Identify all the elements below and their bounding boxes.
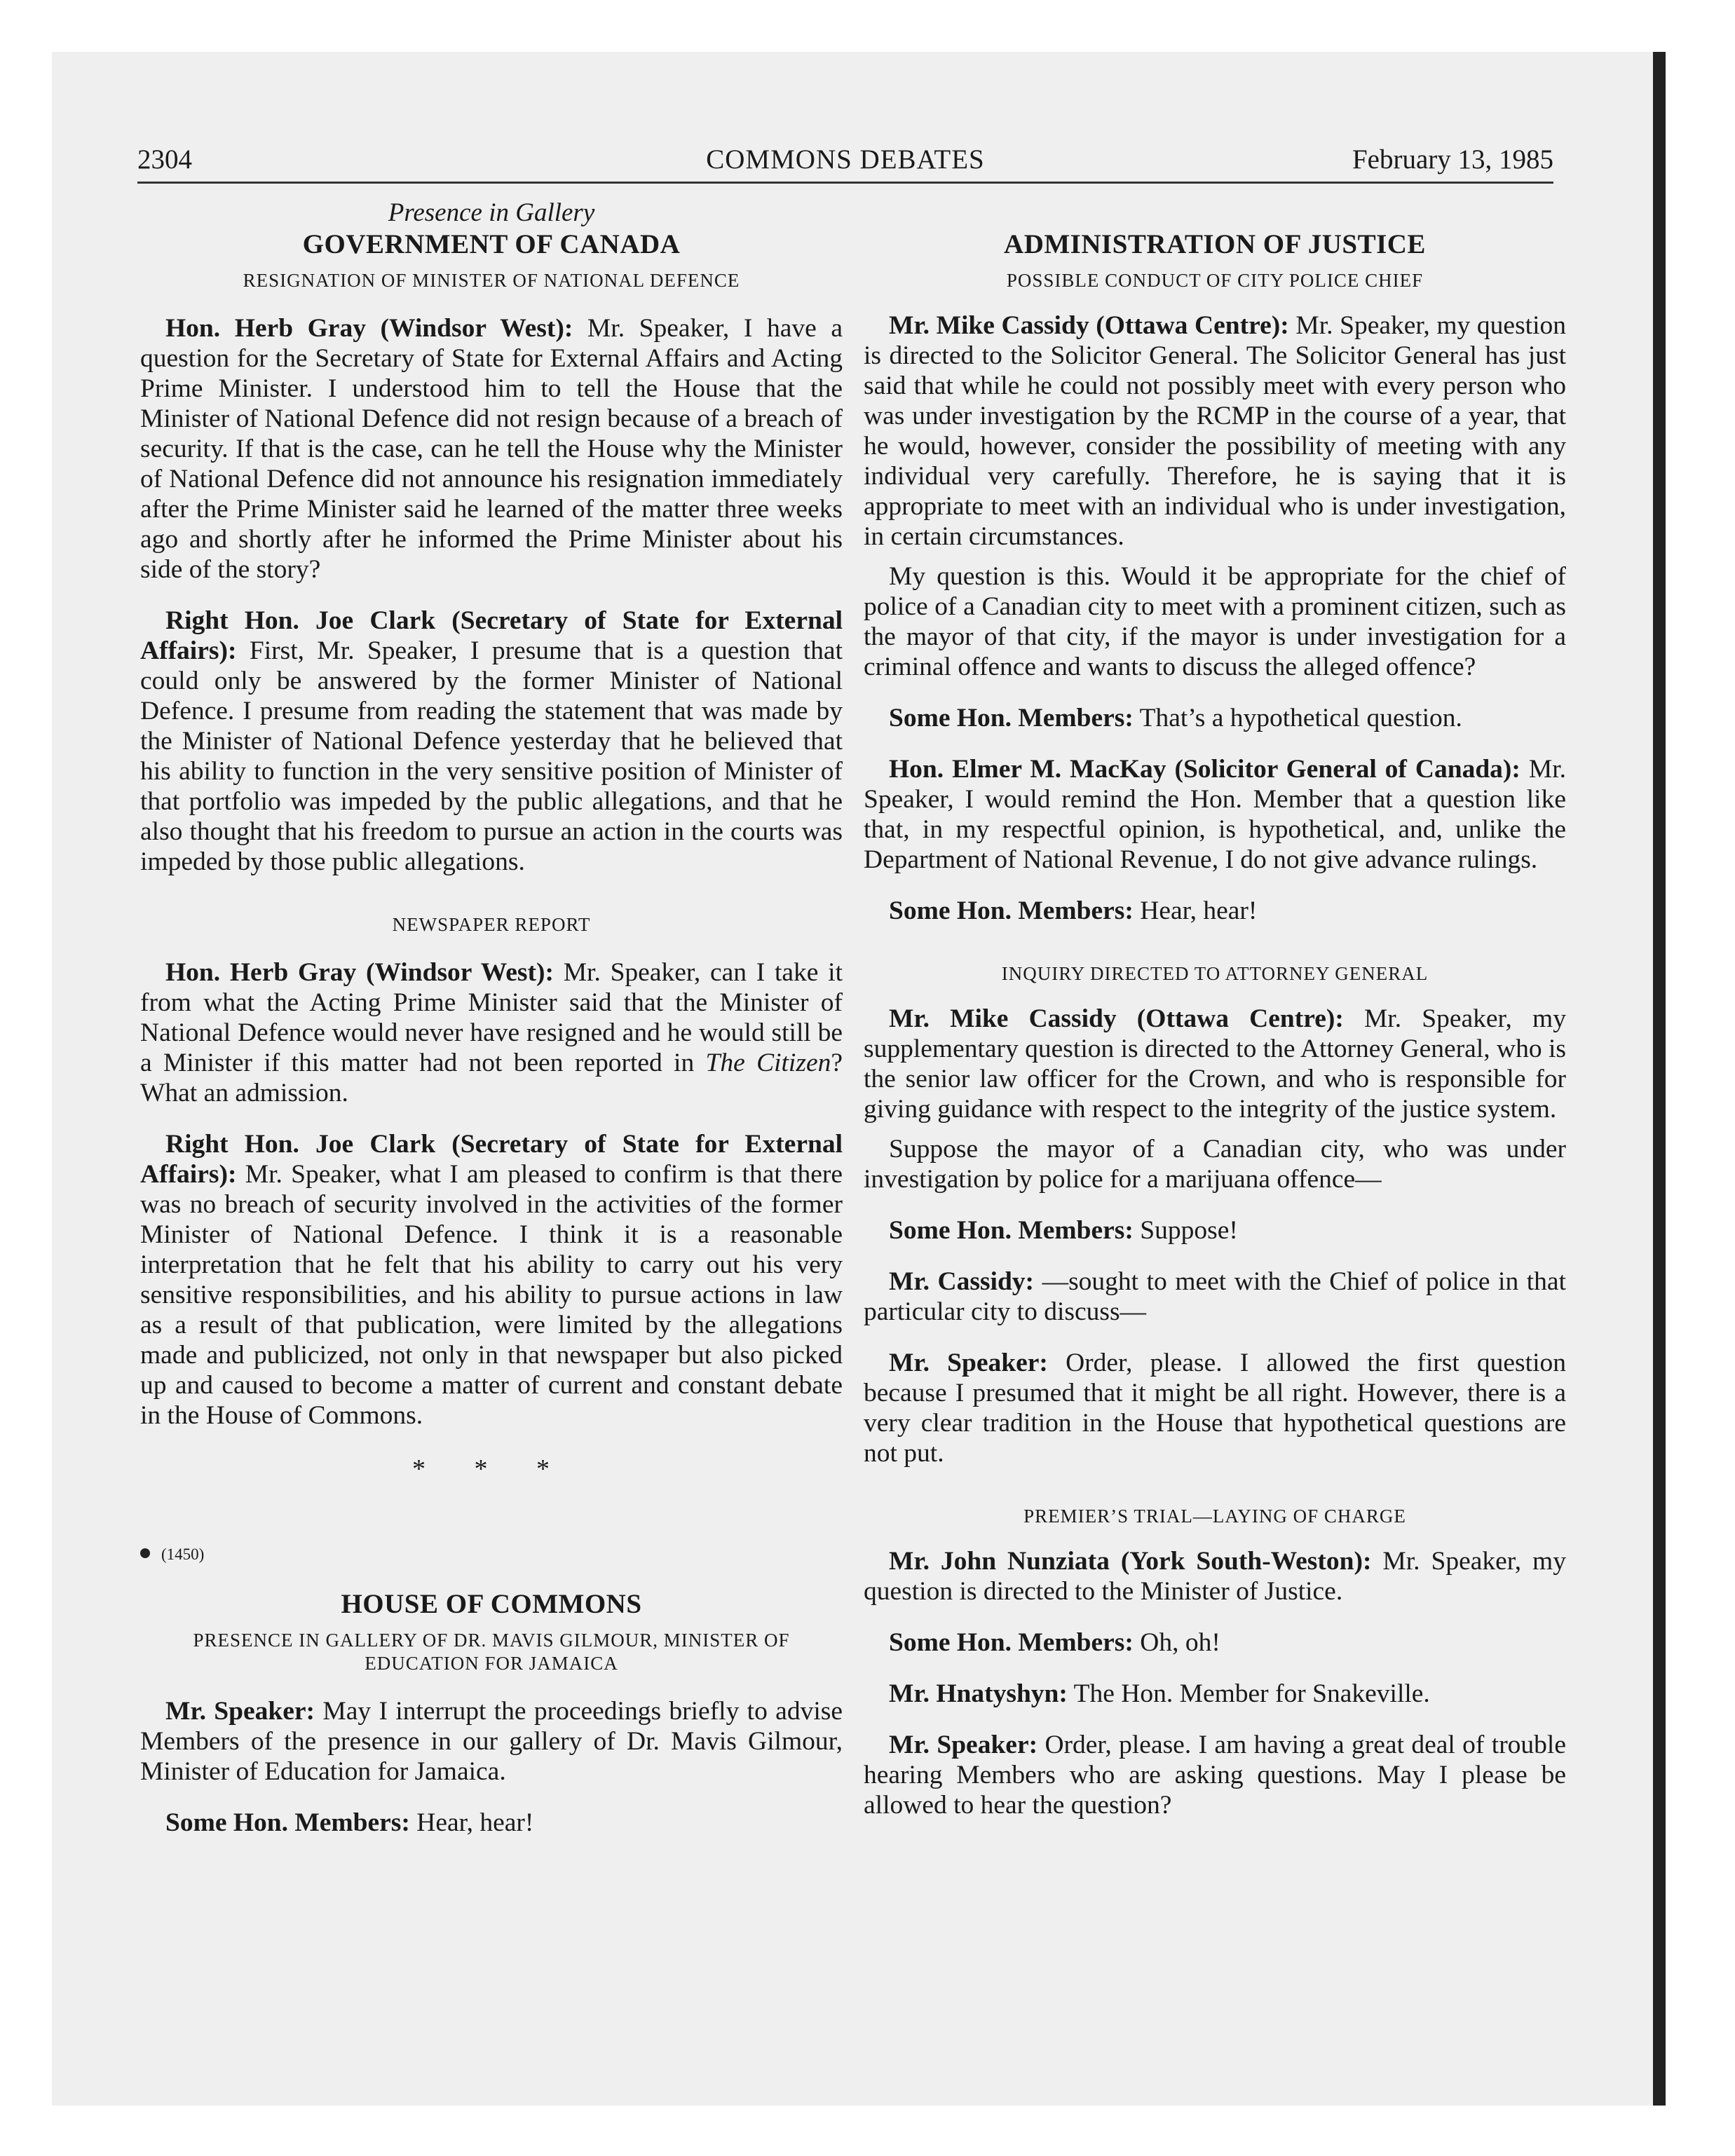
debate-paragraph bbox=[864, 1267, 1566, 1327]
speech-text: Hear, hear! bbox=[409, 1808, 534, 1837]
speech-text: Mr. Speaker, can I take it from what the Acting Prime Minister said that the Minister of National Defence would never have resigned and he would still be a Minister if this matter had not been reported in bbox=[140, 958, 843, 1077]
speech-text: That’s a hypothetical question. bbox=[1133, 704, 1462, 732]
speech-text: Order, please. I am having a great deal of trouble hearing Members who are asking questions. May I please be allowed to hear the question? bbox=[864, 1731, 1566, 1820]
subsection-heading: RESIGNATION OF MINISTER OF NATIONAL DEFENCE bbox=[243, 270, 740, 291]
debate-paragraph bbox=[864, 1679, 1566, 1709]
speaker-name: Some Hon. Members: bbox=[889, 896, 1134, 925]
speech-text: Suppose the mayor of a Canadian city, who was under investigation by police for a marijuana offence— bbox=[864, 1135, 1566, 1194]
speech-text: May I interrupt the proceedings briefly to advise Members of the presence in our gallery of Dr. Mavis Gilmour, Minister of Education for Jamaica. bbox=[140, 1697, 843, 1786]
subsection-heading: NEWSPAPER REPORT bbox=[392, 914, 591, 935]
publication-date: February 13, 1985 bbox=[1352, 144, 1553, 175]
debate-paragraph bbox=[140, 1696, 843, 1787]
speech-text: Order, please. I allowed the first question because I presumed that it might be all right. However, there is a very clear tradition in the House that hypothetical questions are not put. bbox=[864, 1349, 1566, 1468]
section-italic-heading: Presence in Gallery bbox=[388, 198, 595, 227]
right-column bbox=[864, 198, 1566, 1820]
time-marker bbox=[140, 1539, 843, 1569]
speaker-name: Some Hon. Members: bbox=[165, 1808, 410, 1837]
speech-text: Mr. Speaker, what I am pleased to confirm is that there was no breach of security involved in the activities of the former Minister of National Defence. I think it is a reasonable interpretation that he felt that his ability to carry out his very sensitive responsibilities, and his ability to pursue actions in law as a result of that publication, were limited by the allegations made and publicized, not only in that newspaper but also picked up and caused to become a matter of current and constant debate in the House of Commons. bbox=[140, 1160, 843, 1430]
debate-paragraph bbox=[864, 1134, 1566, 1194]
speech-text: Mr. Speaker, I have a question for the Secretary of State for External Affairs and Acting Prime Minister. I understood him to tell the House that the Minister of National Defence did not resign because of a breach of security. If that is the case, can he tell the House why the Minister of National Defence did not announce his resignation immediately after the Prime Minister said he learned of the matter three weeks ago and shortly after he informed the Prime Minister about his side of the story? bbox=[140, 314, 843, 584]
speaker-name: Hon. Elmer M. MacKay (Solicitor General of Canada): bbox=[889, 755, 1520, 784]
subsection-heading: PREMIER’S TRIAL—LAYING OF CHARGE bbox=[1023, 1506, 1406, 1527]
speaker-name: Mr. Speaker: bbox=[165, 1697, 315, 1726]
left-column bbox=[140, 198, 843, 1838]
debate-paragraph bbox=[864, 561, 1566, 682]
speech-text: Hear, hear! bbox=[1133, 896, 1258, 925]
speech-text: —sought to meet with the Chief of police in that particular city to discuss— bbox=[864, 1267, 1566, 1326]
speaker-name: Right Hon. Joe Clark (Secretary of State for External Affairs): bbox=[140, 606, 843, 665]
speech-text: Suppose! bbox=[1133, 1216, 1238, 1245]
speech-text: Mr. Speaker, my supplementary question is directed to the Attorney General, who is the senior law officer for the Crown, and who is responsible for giving guidance with respect to the integrity of the justice system. bbox=[864, 1004, 1566, 1124]
debate-paragraph bbox=[864, 754, 1566, 875]
debate-paragraph bbox=[140, 957, 843, 1108]
debate-paragraph bbox=[140, 606, 843, 877]
debate-paragraph bbox=[140, 313, 843, 585]
speaker-name: Mr. John Nunziata (York South-Weston): bbox=[889, 1547, 1372, 1576]
speaker-name: Right Hon. Joe Clark (Secretary of State for External Affairs): bbox=[140, 1130, 843, 1189]
speaker-name: Hon. Herb Gray (Windsor West): bbox=[165, 314, 573, 343]
speech-text: My question is this. Would it be appropriate for the chief of police of a Canadian city to meet with a prominent citizen, such as the mayor of that city, if the mayor is under investigation for a criminal offence and wants to discuss the alleged offence? bbox=[864, 562, 1566, 681]
speaker-name: Mr. Hnatyshyn: bbox=[889, 1679, 1068, 1708]
speech-text: Mr. Speaker, I would remind the Hon. Member that a question like that, in my respectful opinion, is hypothetical, and, unlike the Department of National Revenue, I do not give advance rulings. bbox=[864, 755, 1566, 874]
subsection-heading: PRESENCE IN GALLERY OF DR. MAVIS GILMOUR, MINISTER OF EDUCATION FOR JAMAICA bbox=[193, 1630, 790, 1674]
speaker-name: Mr. Cassidy: bbox=[889, 1267, 1035, 1296]
scan-edge-bar bbox=[1653, 52, 1666, 2106]
debate-paragraph bbox=[864, 1628, 1566, 1658]
time-marker-text: (1450) bbox=[161, 1546, 205, 1563]
speaker-name: Mr. Speaker: bbox=[889, 1731, 1038, 1759]
debate-paragraph bbox=[140, 1808, 843, 1838]
speech-text: Oh, oh! bbox=[1133, 1628, 1220, 1657]
speech-text: Mr. Speaker, my question is directed to the Solicitor General. The Solicitor General has just said that while he could not possibly meet with every person who was under investigation by the RCMP in the course of a year, that he would, however, consider the possibility of meeting with any individual very carefully. Therefore, he is saying that it is appropriate to meet with an individual who is under investigation, in certain circumstances. bbox=[864, 311, 1567, 551]
debate-paragraph bbox=[864, 1348, 1566, 1468]
section-heading: HOUSE OF COMMONS bbox=[341, 1589, 642, 1619]
speaker-name: Mr. Speaker: bbox=[889, 1349, 1048, 1377]
speaker-name: Some Hon. Members: bbox=[889, 704, 1134, 732]
speaker-name: Some Hon. Members: bbox=[889, 1216, 1134, 1245]
speaker-name: Mr. Mike Cassidy (Ottawa Centre): bbox=[889, 311, 1289, 340]
speech-text: First, Mr. Speaker, I presume that is a question that could only be answered by the former Minister of National Defence. I presume from reading the statement that was made by the Minister of National Defence yesterday that he believed that his ability to function in the very sensitive position of Minister of that portfolio was impeded by the public allegations, and that he also thought that his freedom to pursue an action in the courts was impeded by those public allegations. bbox=[140, 636, 843, 876]
speech-text: Mr. Speaker, my question is directed to the Minister of Justice. bbox=[864, 1547, 1566, 1606]
debate-paragraph bbox=[864, 703, 1566, 733]
speech-text: The Hon. Member for Snakeville. bbox=[1067, 1679, 1430, 1708]
speech-text: ? What an admission. bbox=[140, 1049, 843, 1107]
debate-paragraph bbox=[864, 1004, 1566, 1124]
debate-paragraph bbox=[864, 1730, 1566, 1820]
debate-paragraph bbox=[864, 1215, 1566, 1246]
bullet-dot-icon bbox=[140, 1548, 150, 1558]
speaker-name: Hon. Herb Gray (Windsor West): bbox=[165, 958, 554, 987]
debate-paragraph bbox=[864, 896, 1566, 926]
page-header bbox=[137, 142, 1553, 184]
section-heading: GOVERNMENT OF CANADA bbox=[302, 229, 681, 259]
debate-paragraph bbox=[864, 1546, 1566, 1606]
section-heading: ADMINISTRATION OF JUSTICE bbox=[1004, 229, 1426, 259]
debate-paragraph bbox=[864, 311, 1566, 552]
speaker-name: Some Hon. Members: bbox=[889, 1628, 1134, 1657]
debate-paragraph bbox=[140, 1129, 843, 1431]
subsection-heading: POSSIBLE CONDUCT OF CITY POLICE CHIEF bbox=[1006, 270, 1424, 291]
section-separator-stars: * * * bbox=[412, 1454, 571, 1484]
speaker-name: Mr. Mike Cassidy (Ottawa Centre): bbox=[889, 1004, 1344, 1033]
newspaper-title: The Citizen bbox=[705, 1049, 831, 1077]
page-number: 2304 bbox=[137, 144, 192, 175]
publication-title: COMMONS DEBATES bbox=[706, 144, 985, 175]
subsection-heading: INQUIRY DIRECTED TO ATTORNEY GENERAL bbox=[1001, 963, 1429, 984]
